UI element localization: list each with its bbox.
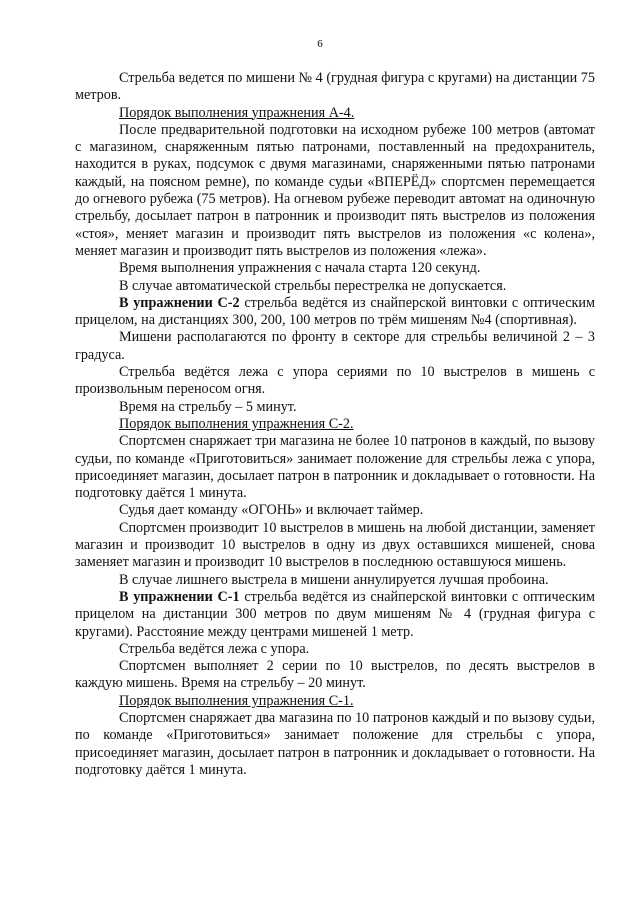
paragraph: Стрельба ведётся лежа с упора. bbox=[119, 640, 310, 657]
page-number: 6 bbox=[317, 38, 323, 50]
paragraph: Стрельба ведётся лежа с упора сериями по 10 выстрелов в мишень с произвольным переносом огня. bbox=[75, 364, 595, 398]
paragraph: В упражнении С-1 стрельба ведётся из снайперской винтовки с оптическим прицелом на дистанции 300 метров по двум мишеням № 4 (грудная фигура с кругами). Расстояние между центрами мишеней 1 метр. bbox=[75, 588, 595, 640]
document-body bbox=[75, 70, 595, 779]
section-heading: Порядок выполнения упражнения С-2. bbox=[119, 415, 354, 432]
paragraph: В случае лишнего выстрела в мишени аннулируется лучшая пробоина. bbox=[119, 571, 549, 588]
paragraph: Судья дает команду «ОГОНЬ» и включает таймер. bbox=[119, 502, 424, 519]
exercise-name: В упражнении С-1 bbox=[119, 588, 240, 605]
paragraph: Стрельба ведется по мишени № 4 (грудная фигура с кругами) на дистанции 75 метров. bbox=[75, 70, 595, 104]
section-heading: Порядок выполнения упражнения С-1. bbox=[119, 692, 354, 709]
paragraph: В упражнении С-2 стрельба ведётся из снайперской винтовки с оптическим прицелом, на дистанциях 300, 200, 100 метров по трём мишеням №4 (спортивная). bbox=[75, 294, 595, 329]
paragraph: Время выполнения упражнения с начала старта 120 секунд. bbox=[119, 260, 481, 277]
paragraph: Спортсмен производит 10 выстрелов в мишень на любой дистанции, заменяет магазин и производит 10 выстрелов в одну из двух оставшихся мишеней, снова заменяет магазин и производит 10 выстрелов в последнюю оставшуюся мишень. bbox=[75, 519, 595, 571]
paragraph: Мишени располагаются по фронту в секторе для стрельбы величиной 2 – 3 градуса. bbox=[75, 329, 595, 363]
paragraph: Спортсмен снаряжает два магазина по 10 патронов каждый и по вызову судьи, по команде «Приготовиться» занимает положение для стрельбы с упора, присоединяет магазин, досылает патрон в патронник и докладывает о готовности. На подготовку даётся 1 минута. bbox=[75, 709, 595, 778]
paragraph: В случае автоматической стрельбы перестрелка не допускается. bbox=[119, 277, 507, 294]
paragraph: После предварительной подготовки на исходном рубеже 100 метров (автомат с магазином, снаряженным пятью патронами, поставленный на предохранитель, находится в руках, подсумок с двумя магазинами, снаряженными пятью патронами каждый, на поясном ремне), по команде судьи «ВПЕРЁД» спортсмен перемещается до огневого рубежа (75 метров). На огневом рубеже переводит автомат на одиночную стрельбу, досылает патрон в патронник и производит пять выстрелов из положения «стоя», меняет магазин и производит пять выстрелов из положения «с колена», меняет магазин и производит пять выстрелов из положения «лежа». bbox=[75, 121, 595, 259]
section-heading: Порядок выполнения упражнения А-4. bbox=[119, 104, 355, 121]
paragraph: Спортсмен снаряжает три магазина не более 10 патронов в каждый, по вызову судьи, по команде «Приготовиться» занимает положение для стрельбы лежа с упора, присоединяет магазин, досылает патрон в патронник и докладывает о готовности. На подготовку даётся 1 минута. bbox=[75, 433, 595, 502]
paragraph: Время на стрельбу – 5 минут. bbox=[119, 398, 297, 415]
exercise-name: В упражнении С-2 bbox=[119, 294, 240, 311]
paragraph: Спортсмен выполняет 2 серии по 10 выстрелов, по десять выстрелов в каждую мишень. Время на стрельбу – 20 минут. bbox=[75, 658, 595, 692]
